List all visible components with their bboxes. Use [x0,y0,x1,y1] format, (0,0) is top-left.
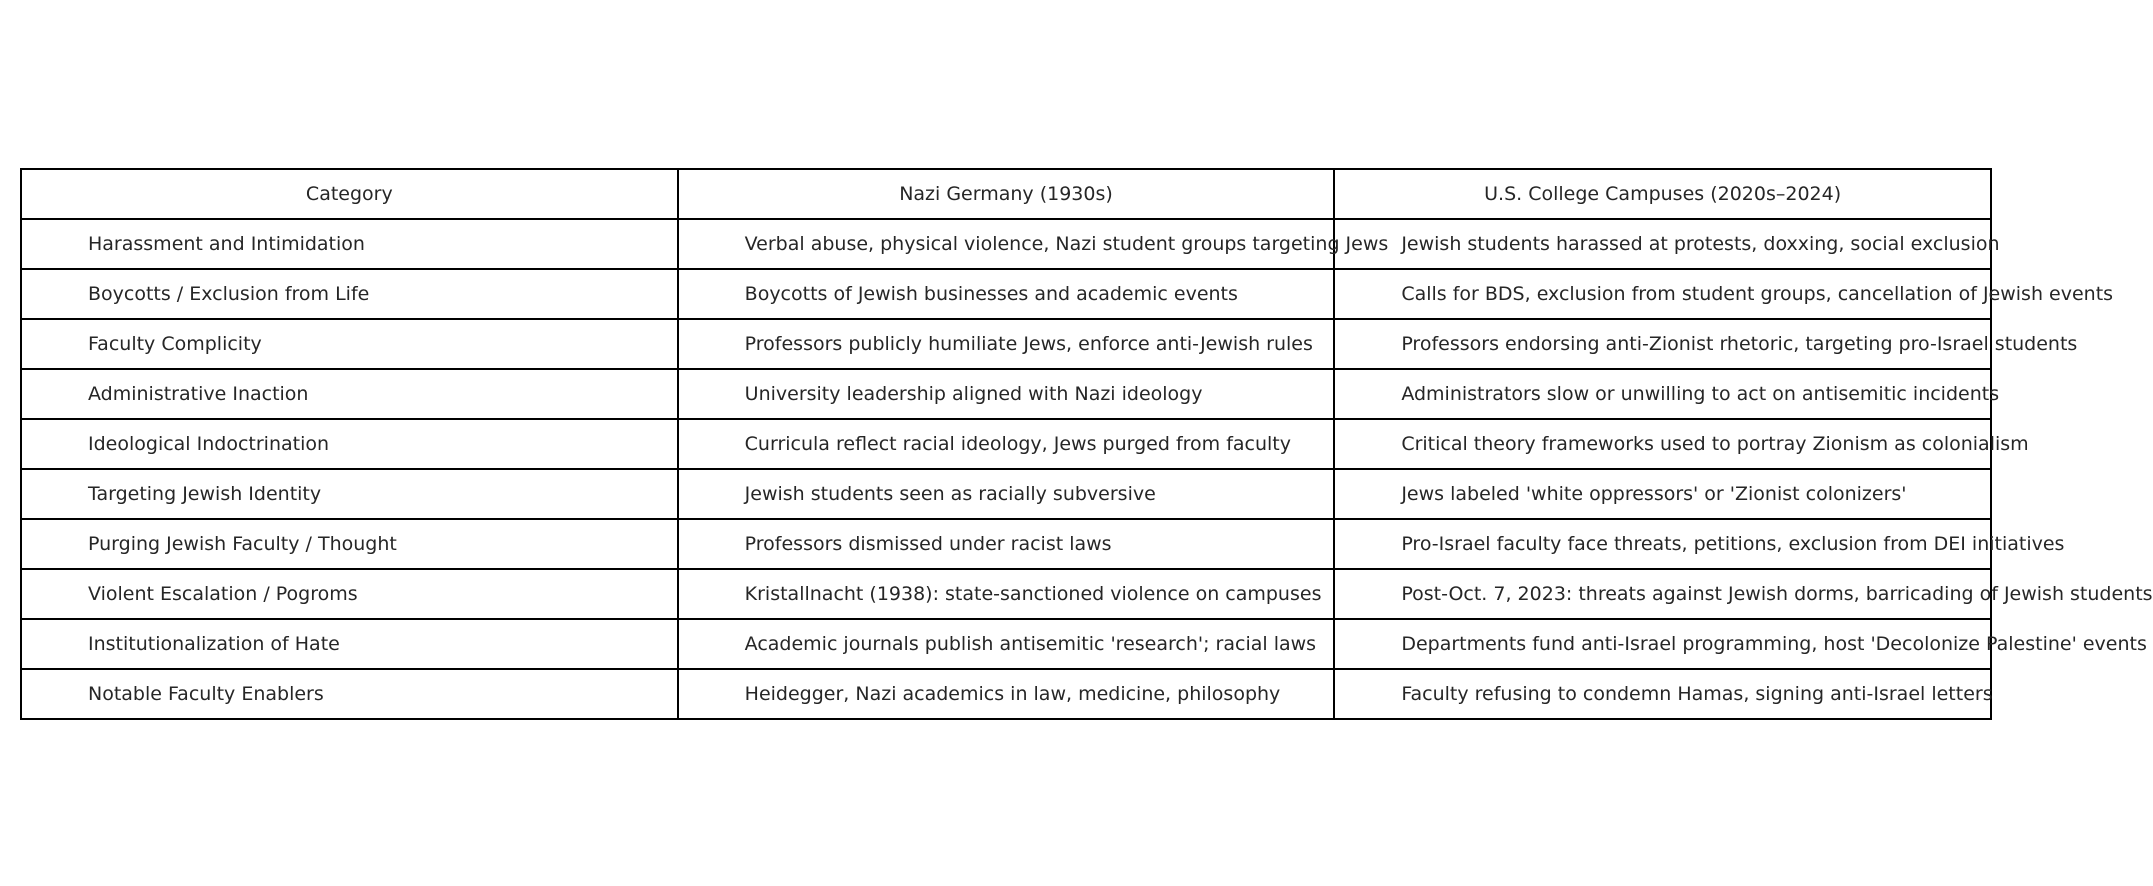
us-campuses-cell: Jewish students harassed at protests, doxxing, social exclusion [1334,219,1991,269]
category-cell: Purging Jewish Faculty / Thought [21,519,678,569]
category-cell: Violent Escalation / Pogroms [21,569,678,619]
us-campuses-cell: Critical theory frameworks used to portray Zionism as colonialism [1334,419,1991,469]
nazi-germany-cell: Professors publicly humiliate Jews, enforce anti-Jewish rules [678,319,1335,369]
us-campuses-cell: Faculty refusing to condemn Hamas, signing anti-Israel letters [1334,669,1991,719]
nazi-germany-cell: Jewish students seen as racially subversive [678,469,1335,519]
us-campuses-cell: Departments fund anti-Israel programming, host 'Decolonize Palestine' events [1334,619,1991,669]
table-row [21,619,1991,669]
category-cell: Faculty Complicity [21,319,678,369]
column-header-category: Category [21,169,678,219]
table-row [21,369,1991,419]
us-campuses-cell: Administrators slow or unwilling to act on antisemitic incidents [1334,369,1991,419]
category-cell: Institutionalization of Hate [21,619,678,669]
table-row [21,219,1991,269]
us-campuses-cell: Jews labeled 'white oppressors' or 'Zionist colonizers' [1334,469,1991,519]
header-row [21,169,1991,219]
nazi-germany-cell: Curricula reflect racial ideology, Jews purged from faculty [678,419,1335,469]
table-row [21,269,1991,319]
nazi-germany-cell: Boycotts of Jewish businesses and academic events [678,269,1335,319]
us-campuses-cell: Professors endorsing anti-Zionist rhetoric, targeting pro-Israel students [1334,319,1991,369]
category-cell: Targeting Jewish Identity [21,469,678,519]
nazi-germany-cell: Heidegger, Nazi academics in law, medicine, philosophy [678,669,1335,719]
column-header-us-campuses: U.S. College Campuses (2020s–2024) [1334,169,1991,219]
nazi-germany-cell: University leadership aligned with Nazi ideology [678,369,1335,419]
table-row [21,319,1991,369]
nazi-germany-cell: Professors dismissed under racist laws [678,519,1335,569]
table-row [21,569,1991,619]
table-row [21,469,1991,519]
category-cell: Administrative Inaction [21,369,678,419]
nazi-germany-cell: Kristallnacht (1938): state-sanctioned violence on campuses [678,569,1335,619]
table-row [21,669,1991,719]
category-cell: Boycotts / Exclusion from Life [21,269,678,319]
table-row [21,519,1991,569]
category-cell: Ideological Indoctrination [21,419,678,469]
nazi-germany-cell: Academic journals publish antisemitic 'research'; racial laws [678,619,1335,669]
table-body [21,219,2153,719]
category-cell: Harassment and Intimidation [21,219,678,269]
comparison-table [20,168,2153,720]
us-campuses-cell: Pro-Israel faculty face threats, petitions, exclusion from DEI initiatives [1334,519,1991,569]
category-cell: Notable Faculty Enablers [21,669,678,719]
table-row [21,419,1991,469]
us-campuses-cell: Post-Oct. 7, 2023: threats against Jewish dorms, barricading of Jewish students [1334,569,1991,619]
nazi-germany-cell: Verbal abuse, physical violence, Nazi student groups targeting Jews [678,219,1335,269]
us-campuses-cell: Calls for BDS, exclusion from student groups, cancellation of Jewish events [1334,269,1991,319]
comparison-table-container [20,168,2153,720]
column-header-nazi-germany: Nazi Germany (1930s) [678,169,1335,219]
